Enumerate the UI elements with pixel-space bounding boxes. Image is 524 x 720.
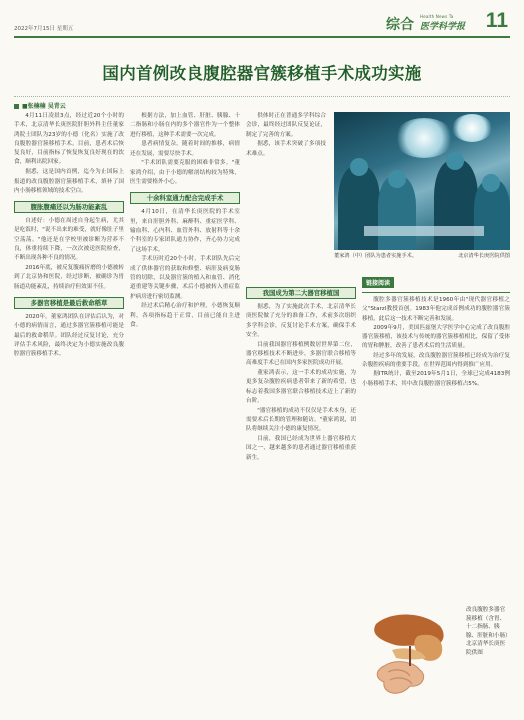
subheading: 腹胀腹痛还以为肠功能紊乱 [14, 201, 124, 213]
page-header [14, 8, 510, 38]
surgeon-head [446, 152, 464, 170]
subheading: 十余科室通力配合完成手术 [130, 192, 240, 204]
byline [14, 101, 66, 110]
paragraph: 4月10日，在清华长庚医院的手术室里，来自肝胆外科、麻醉科、重症医学科、输血科、心内科、血管外科、放射科等十余个科室的专家团队通力协作，齐心协力完成了这场手术。 [130, 209, 240, 253]
paragraph: "器官移植的成功不仅仅是手术本身，还需要术后长期的管理和随访。"董家鸿说，团队将继续关注小德的康复情况。 [246, 407, 356, 433]
article-column-3-bottom [246, 282, 356, 712]
surgeon-head [482, 174, 500, 192]
surgical-lamp [394, 118, 454, 158]
paragraph: 2016年底，被反复腹痛折磨的小德被转到了北京协和医院，经过诊断，被确诊为胃肠道功能紊乱，持续治疗但效果不佳。 [14, 265, 124, 290]
sidebar-body [362, 292, 510, 626]
operating-table [364, 226, 484, 236]
paragraph: 据悉，这是国内首例，迄今为止国际上报道的改良腹腔器官簇移植手术，填补了国内小肠移植领域的技术空白。 [14, 169, 124, 194]
surgical-lamp [452, 114, 492, 142]
article-column-2 [130, 112, 240, 712]
paragraph: 经过术后精心治疗和护理，小德恢复顺利，各项指标趋于正常，目前已能自主进食。 [130, 303, 240, 328]
caption-text: 董家鸿（中）团队为患者实施手术。 [334, 253, 418, 259]
subheading: 多器官移植是最后救命稻草 [14, 297, 124, 309]
surgery-photo [334, 112, 510, 250]
photo-caption [334, 252, 510, 259]
surgeon-head [388, 170, 406, 188]
paragraph: 董家鸿表示，这一手术的成功实施，为更多复杂腹腔疾病患者带来了新的希望，也标志着我国多器官联合移植技术迈上了新的台阶。 [246, 370, 356, 404]
illustration-credit: 北京清华长庚医院供图 [466, 641, 506, 656]
paragraph: 2020年，董家鸿团队在评估后认为，对小德的病情而言，通过多器官簇移植可能是最后的救命稻草。团队经过反复讨论，充分评估手术风险，最终决定为小德实施改良腹腔器官簇移植手术。 [14, 314, 124, 358]
paragraph: 4月11日凌晨3点，经过近20个小时的手术，北京清华长庚医院肝胆外科主任董家鸿院士团队为23岁的小德（化名）实施了改良腹腔器官簇移植手术。目前，患者术后恢复良好，目前指标了恢复恢复良好现在的饮食，顺利出院回家。 [14, 113, 124, 166]
surgeon-figure [338, 166, 380, 250]
logo-english: Health News Ta [420, 14, 454, 19]
article-headline: 国内首例改良腹腔器官簇移植手术成功实施 [102, 64, 422, 83]
headline-divider [14, 96, 510, 97]
paragraph: 腹腔多器官簇移植技术是1960年由"现代器官移植之父"Starzl教授首创。1983年他完成首例成功的腹腔器官簇移植，此后这一技术不断完善和发展。 [362, 297, 510, 322]
logo-chinese: 医学科学报 [420, 22, 466, 32]
paragraph: 手术历时近20个小时，手术团队先后完成了供体器官的获取和修整、病肝及病变肠管的切除，以及器官簇的植入和血管、消化道重建等关键步骤，术后小德被转入重症监护病房进行密切监测。 [130, 256, 240, 300]
article-column-3-top [246, 112, 326, 235]
paragraph: 据悉，该手术突破了多项技术难点。 [246, 141, 326, 157]
surgeon-figure [434, 160, 478, 250]
illustration-caption-text: 改良腹腔多器官簇移植（含胃、十二指肠、胰腺、肝脏和小肠） [466, 607, 511, 639]
byline-text: ■张楠楠 吴青云 [22, 103, 66, 110]
paragraph: 目前，我国已经成为世界上器官移植大国之一，越来越多的患者通过器官移植重获新生。 [246, 436, 356, 461]
paragraph: 2009年9月，美国匹兹堡大学医学中心完成了改良腹腔器官簇移植，该技术与传统的器官簇移植相比，保留了受体的胃和脾脏，改善了患者术后的生活质量。 [362, 324, 510, 350]
bullet-icon [14, 104, 19, 109]
subheading: 我国成为第二大器官移植国 [246, 287, 356, 299]
sidebar-tag: 链接阅读 [362, 277, 394, 288]
paragraph: 经过多年的发展，改良腹腔器官簇移植已经成为治疗复杂腹腔疾病的重要手段，在世界范围内得到推广应用。 [362, 352, 510, 369]
paragraph: 根据方法，加上血管、肝脏、胰腺、十二指肠和小肠在内的多个器官作为一个整体进行移植，这种手术需要一次完成。 [130, 113, 240, 138]
paragraph: 据ITR统计，截至2019年5月1日，全球已完成4183例小肠移植手术，其中改良腹腔器官簇移植占5%。 [362, 371, 510, 387]
illustration-caption [466, 606, 510, 658]
photo-credit: 北京清华长庚医院供图 [458, 253, 510, 259]
surgeon-head [350, 158, 368, 176]
section-title: 综合 [386, 17, 414, 33]
paragraph: 据悉，为了实施此次手术，北京清华长庚医院做了充分的准备工作，术前多次组织多学科会诊，反复讨论手术方案，确保手术安全。 [246, 304, 356, 338]
paragraph: "手术团队需要克服的困难非常多。"董家鸿介绍，由于小德的解剖结构较为特殊，医生需要格外小心。 [130, 160, 240, 186]
page-number: 11 [485, 9, 508, 32]
masthead-logo [420, 14, 470, 32]
paragraph: 自述好：小德在周述自身起生病，尤其是吃饭时，"说不出来的难受，就好像肚子里空荡荡。"他还是在学校里被诊断为营养不良，体重持续下降，一次次被送医院检查，不断出现各种不良的情况。 [14, 218, 124, 262]
article-column-1 [14, 112, 124, 712]
paragraph: 目前我国器官移植例数居世界第二位，器官移植技术不断进步，多器官联合移植等高难度手术已在国内多家医院成功开展。 [246, 341, 356, 367]
paragraph: 患者病情复杂，随着时间的推移，病情还在发展，需要尽快手术。 [130, 141, 240, 157]
paragraph: 供体时正在普通多学科综合会诊，最终经过团队反复论证，制定了完善的方案。 [246, 113, 326, 138]
issue-date: 2022年7月15日 星期五 [14, 26, 74, 32]
organ-cluster-illustration [362, 606, 462, 710]
